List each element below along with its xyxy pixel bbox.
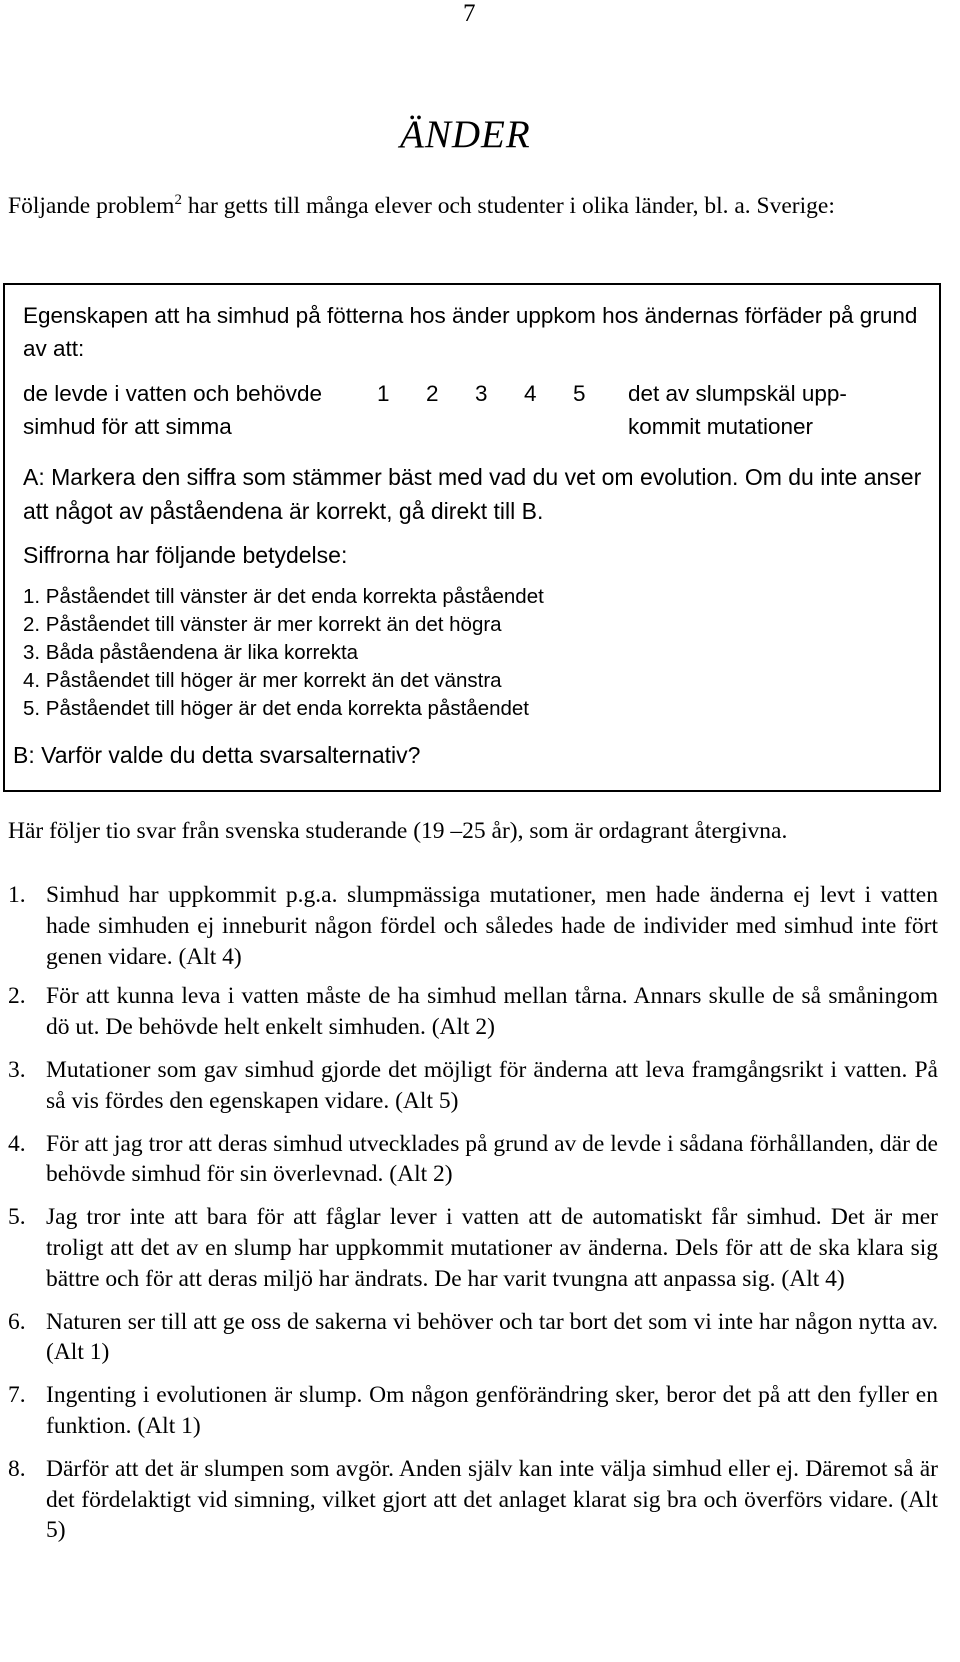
option-item: 3. Båda påståendena är lika korrekta: [23, 641, 359, 664]
answer-item: [8, 1055, 938, 1117]
answer-item: [8, 1454, 938, 1546]
scale-number: 4: [524, 381, 537, 406]
answer-number: 1.: [8, 882, 26, 908]
page-number: 7: [463, 0, 476, 27]
intro-text: Följande problem: [8, 193, 175, 219]
answer-number: 3.: [8, 1056, 26, 1083]
answer-item: [8, 1380, 938, 1442]
answer-text: Ingenting i evolutionen är slump. Om någon genförändring sker, beror det på att den fyller en funktion. (Alt 1): [46, 1382, 938, 1439]
answer-number: 8.: [8, 1455, 26, 1482]
option-item: 5. Påståendet till höger är det enda korrekta påståendet: [23, 697, 530, 720]
page-title: ÄNDER: [400, 113, 531, 156]
answer-number: 5.: [8, 1204, 26, 1231]
footnote-ref: 2: [174, 192, 182, 208]
option-list: [23, 583, 903, 723]
answer-number: 4.: [8, 1130, 26, 1157]
scale-number: 5: [573, 381, 586, 406]
scale-number: 2: [426, 381, 439, 406]
option-item: 4. Påståendet till höger är mer korrekt än det vänstra: [23, 669, 502, 692]
answer-item: [8, 1307, 938, 1369]
scale-numbers: [377, 377, 622, 410]
answer-item: [8, 981, 938, 1043]
answer-number: 2.: [8, 983, 26, 1010]
rating-scale: [23, 377, 923, 447]
scale-number: 1: [377, 381, 390, 406]
meaning-heading: Siffrorna har följande betydelse:: [23, 542, 348, 568]
intro-paragraph: [8, 190, 938, 223]
question-b: B: Varför valde du detta svarsalternativ?: [13, 742, 421, 768]
option-item: 2. Påståendet till vänster är mer korrekt än det högra: [23, 613, 502, 636]
answer-text: Mutationer som gav simhud gjorde det möjligt för änderna att leva framgångsrikt i vatten. På så vis fördes den egenskapen vidare. (Alt 5): [46, 1056, 938, 1114]
intro-text-cont: har getts till många elever och studenter i olika länder, bl. a. Sverige:: [181, 193, 835, 219]
question-text: Egenskapen att ha simhud på fötterna hos änder uppkom hos ändernas förfäder på grund av att:: [23, 303, 918, 361]
answer-list: [8, 880, 938, 1546]
answer-number: 7.: [8, 1382, 26, 1409]
option-item: 1. Påståendet till vänster är det enda korrekta påståendet: [23, 585, 544, 608]
scale-left-statement: de levde i vatten och behövde simhud för att simma: [23, 381, 322, 439]
answer-item: [8, 1129, 938, 1191]
lead-paragraph: Här följer tio svar från svenska studerande (19 –25 år), som är ordagrant återgivna.: [8, 818, 788, 844]
answer-text: Därför att det är slumpen som avgör. Anden själv kan inte välja simhud eller ej. Däremot så är det fördelaktigt vid simning, vilket gjort att det anlaget klarat sig bra och överförs vidare. (Alt 5): [46, 1455, 938, 1544]
answer-number: 6.: [8, 1308, 26, 1335]
answer-text: Naturen ser till att ge oss de sakerna vi behöver och tar bort det som vi inte har någon nytta av. (Alt 1): [46, 1308, 938, 1366]
answer-text: För att jag tror att deras simhud utvecklades på grund av de levde i sådana förhållanden, där de behövde simhud för sin överlevnad. (Alt 2): [46, 1130, 938, 1188]
scale-number: 3: [475, 381, 488, 406]
answer-text: Jag tror inte att bara för att fåglar lever i vatten att de automatiskt får simhud. Det är mer troligt att det av en slump har uppkommit mutationer av änderna. Dels för att de ska klara sig bättre och för att deras miljö har ändrats. De har varit tvungna att anpassa sig. (Alt 4): [46, 1204, 938, 1292]
instruction-a: A: Markera den siffra som stämmer bäst med vad du vet om evolution. Om du inte anser att något av påståendena är korrekt, gå direkt till B.: [23, 464, 922, 524]
answer-item: [8, 880, 938, 972]
answer-text: Simhud har uppkommit p.g.a. slumpmässiga mutationer, men hade änderna ej levt i vatten hade simhuden ej inneburit någon fördel och således hade de individer med simhud inte fört genen vidare. (Alt 4): [46, 882, 938, 970]
answer-text: För att kunna leva i vatten måste de ha simhud mellan tårna. Annars skulle de så småningom dö ut. De behövde helt enkelt simhuden. (Alt 2): [46, 983, 938, 1041]
question-box: [3, 283, 941, 792]
scale-right-statement: det av slumpskäl upp-kommit mutationer: [628, 381, 847, 439]
answer-item: [8, 1202, 938, 1294]
